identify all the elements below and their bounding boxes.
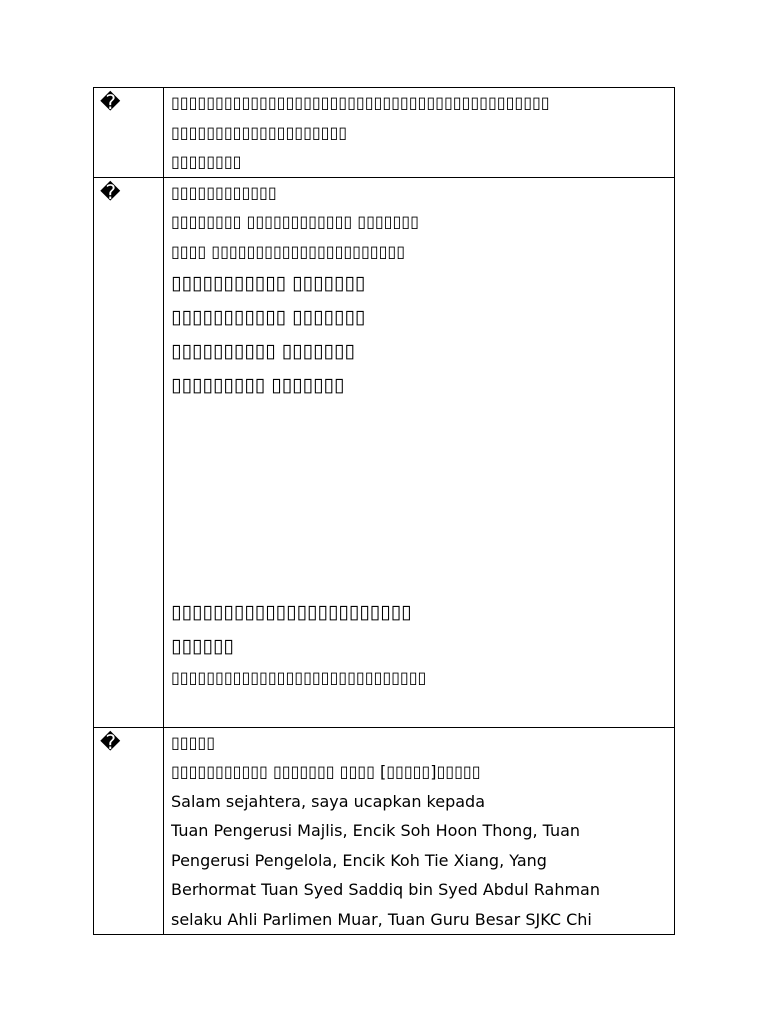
text-line-large: ▯▯▯▯▯▯▯▯▯▯▯ ▯▯▯▯▯▯▯	[171, 272, 366, 294]
text-line-large: ▯▯▯▯▯▯▯▯▯▯▯▯▯▯▯▯▯▯▯▯▯▯▯	[171, 601, 412, 623]
text-line: ▯▯▯▯▯▯▯▯▯▯▯▯▯▯▯▯▯▯▯▯▯▯▯▯▯▯▯▯▯▯▯▯▯▯▯▯▯▯▯▯▯▯▯	[171, 93, 550, 112]
text-line-large: ▯▯▯▯▯▯▯▯▯▯▯ ▯▯▯▯▯▯▯	[171, 306, 366, 328]
row-number-cell	[94, 88, 164, 178]
text-line-large: ▯▯▯▯▯▯▯▯▯▯ ▯▯▯▯▯▯▯	[171, 340, 355, 362]
text-line: ▯▯▯▯▯▯▯▯▯▯▯ ▯▯▯▯▯▯▯ ▯▯▯▯ [▯▯▯▯▯]▯▯▯▯▯	[171, 762, 481, 781]
blank-space	[171, 402, 668, 595]
table-row	[94, 727, 675, 935]
row-content-cell	[164, 727, 675, 935]
text-line: ▯▯▯▯▯▯▯▯▯▯▯▯▯▯▯▯▯▯▯▯	[171, 122, 348, 142]
row-number-cell	[94, 177, 164, 727]
text-line: ▯▯▯▯▯▯▯▯▯▯▯▯▯▯▯▯▯▯▯▯▯▯▯▯▯▯▯▯▯	[171, 668, 427, 687]
text-line: ▯▯▯▯▯▯▯▯ ▯▯▯▯▯▯▯▯▯▯▯▯ ▯▯▯▯▯▯▯	[171, 212, 419, 231]
row-content-cell	[164, 177, 675, 727]
text-line: ▯▯▯▯▯▯▯▯▯▯▯▯	[171, 182, 277, 202]
row-number: �	[100, 179, 121, 204]
table-row	[94, 88, 675, 178]
row-content-cell	[164, 88, 675, 178]
row-number-cell	[94, 727, 164, 935]
text-line-large: ▯▯▯▯▯▯▯▯▯ ▯▯▯▯▯▯▯	[171, 374, 345, 396]
text-line: ▯▯▯▯▯▯▯▯	[171, 152, 242, 171]
document-table	[93, 87, 675, 935]
text-line: Tuan Pengerusi Majlis, Encik Soh Hoon Thong, Tuan	[171, 821, 581, 840]
text-line: ▯▯▯▯▯	[171, 732, 216, 752]
text-line: Pengerusi Pengelola, Encik Koh Tie Xiang, Yang	[171, 850, 547, 870]
table-row	[94, 177, 675, 727]
text-line: Berhormat Tuan Syed Saddiq bin Syed Abdul Rahman	[171, 880, 600, 899]
row-number: �	[100, 90, 121, 114]
text-line: Salam sejahtera, saya ucapkan kepada	[171, 791, 485, 811]
text-line: ▯▯▯▯ ▯▯▯▯▯▯▯▯▯▯▯▯▯▯▯▯▯▯▯▯▯▯	[171, 241, 406, 261]
text-line: selaku Ahli Parlimen Muar, Tuan Guru Besar SJKC Chi	[171, 909, 592, 929]
row-number: �	[100, 729, 121, 754]
text-line-large: ▯▯▯▯▯▯	[171, 635, 234, 657]
